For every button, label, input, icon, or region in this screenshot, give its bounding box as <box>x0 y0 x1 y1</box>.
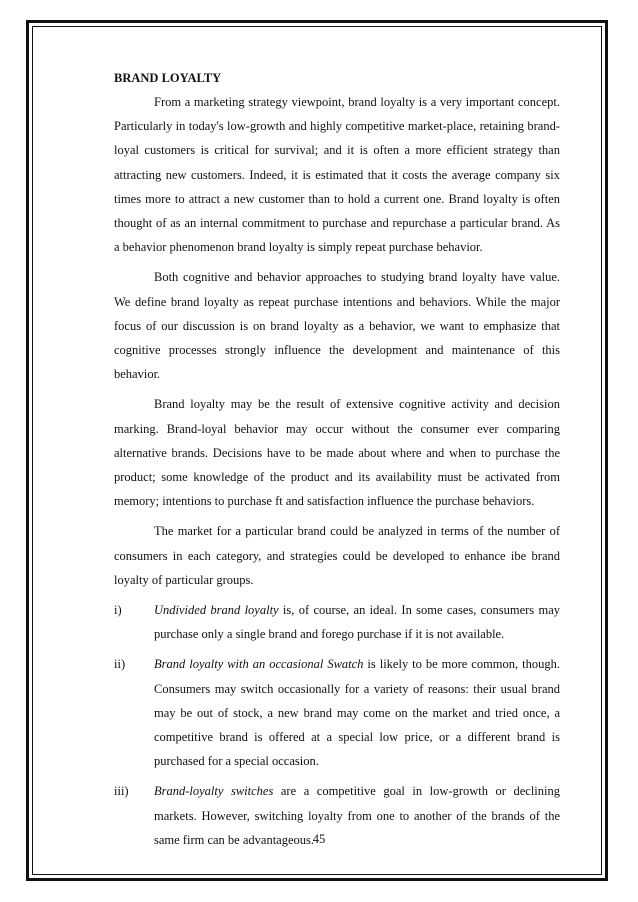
list-item-term: Brand-loyalty switches <box>154 784 274 799</box>
list-marker: i) <box>114 603 122 618</box>
list-item-term: Undivided brand loyalty <box>154 603 279 618</box>
list-marker: iii) <box>114 784 129 799</box>
list-item-term: Brand loyalty with an occasional Swatch <box>154 657 364 672</box>
list-marker: ii) <box>114 657 126 672</box>
paragraph: Brand loyalty may be the result of extensive cognitive activity and decision marking. Brand-loyal behavior may occur without the consumer ever comparing alternative brands. Decisions have to be made about where and when to purchase the product; some knowledge of the product and its availability must be activated from memory; intentions to purchase ft and satisfaction influence the purchase behaviors. <box>114 397 560 509</box>
list-item-text: is likely to be more common, though. Consumers may switch occasionally for a variety of reasons: their usual brand may be out of stock, a new brand may come on the market and tried once, a competitive brand is offered at a special low price, or a different brand is purchased for a special occasion. <box>154 657 560 769</box>
page-number: 45 <box>312 832 326 846</box>
section-heading: BRAND LOYALTY <box>114 71 222 85</box>
list-item <box>114 652 560 773</box>
paragraph: The market for a particular brand could be analyzed in terms of the number of consumers in each category, and strategies could be developed to enhance ibe brand loyalty of particular groups. <box>114 524 560 587</box>
paragraph: From a marketing strategy viewpoint, brand loyalty is a very important concept. Particularly in today's low-growth and highly competitive market-place, retaining brand-loyal customers is critical for survival; and it is often a more efficient strategy than attracting new customers. Indeed, it is estimated that it costs the average company six times more to attract a new customer than to hold a current one. Brand loyalty is often thought of as an internal commitment to purchase and repurchase a particular brand. As a behavior phenomenon brand loyalty is simply repeat purchase behavior. <box>114 95 560 255</box>
document-body <box>114 66 560 858</box>
list-item <box>114 598 560 646</box>
list-item-text: are a competitive goal in low-growth or declining markets. However, switching loyalty from one to another of the brands of the same firm can be advantageous. <box>154 784 561 847</box>
paragraph: Both cognitive and behavior approaches to studying brand loyalty have value. We define brand loyalty as repeat purchase intentions and behaviors. While the major focus of our discussion is on brand loyalty as a behavior, we want to emphasize that cognitive processes strongly influence the development and maintenance of this behavior. <box>114 270 560 382</box>
list-item-text: is, of course, an ideal. In some cases, consumers may purchase only a single brand and forego purchase if it is not available. <box>154 603 560 642</box>
